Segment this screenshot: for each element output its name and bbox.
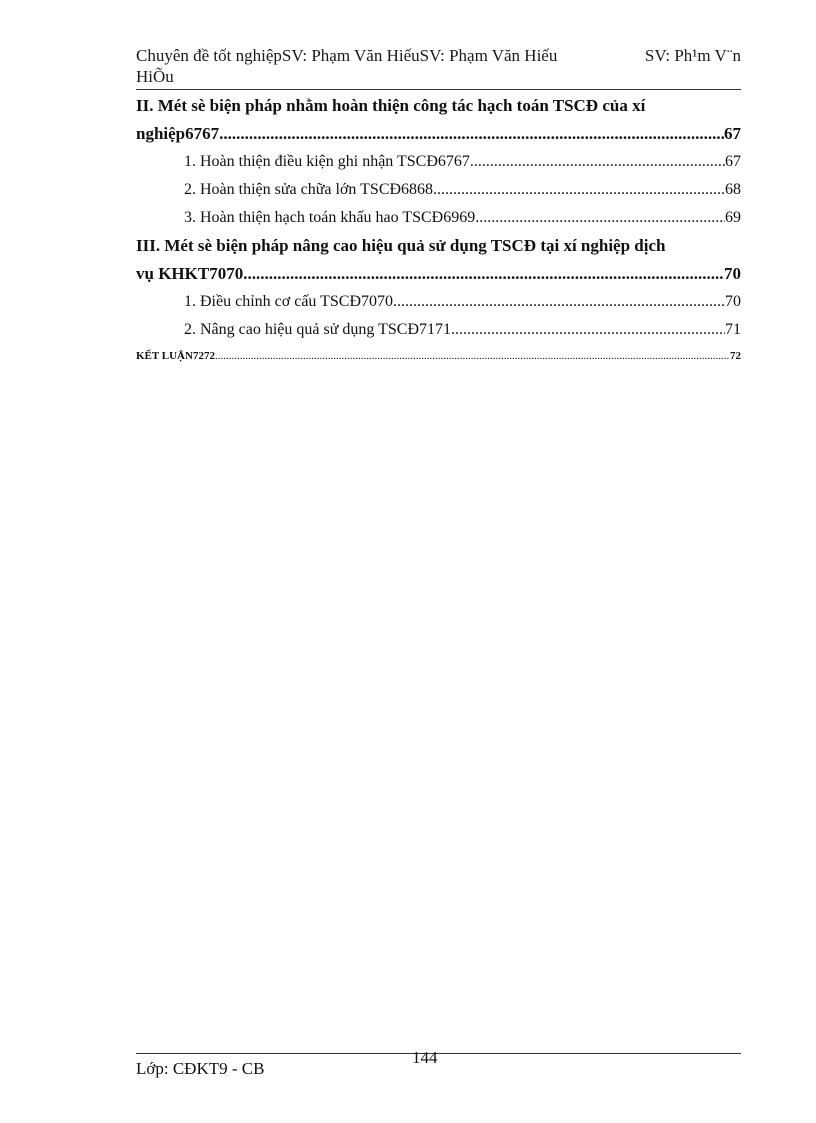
page-number: 144 xyxy=(412,1048,438,1067)
toc-item[interactable] xyxy=(136,316,741,344)
toc-page-number: 70 xyxy=(724,264,741,283)
header-line-2: HiÕu xyxy=(136,67,174,86)
toc-section-3-title: III. Mét sè biện pháp nâng cao hiệu quả sử dụng TSCĐ tại xí nghiệp dịch xyxy=(136,236,666,255)
dot-leader xyxy=(219,120,724,148)
toc-conclusion[interactable] xyxy=(136,344,741,368)
dot-leader xyxy=(475,204,725,232)
toc-section-3[interactable] xyxy=(136,232,741,288)
toc-page-number: 69 xyxy=(725,209,741,226)
header-rule xyxy=(136,89,741,90)
toc-section-2[interactable] xyxy=(136,92,741,148)
toc-conclusion-title: KẾT LUẬN7272 xyxy=(136,350,215,362)
toc-item-title: 2. Hoàn thiện sửa chữa lớn TSCĐ6868 xyxy=(184,181,434,198)
toc-item-title: 3. Hoàn thiện hạch toán khấu hao TSCĐ6969 xyxy=(184,209,476,226)
toc-item[interactable] xyxy=(136,176,741,204)
document-page xyxy=(136,0,741,1123)
toc-item[interactable] xyxy=(136,288,741,316)
toc-page-number: 67 xyxy=(724,124,741,143)
dot-leader xyxy=(215,344,730,368)
toc-item-title: 2. Nâng cao hiệu quả sử dụng TSCĐ7171 xyxy=(184,321,452,338)
toc-page-number: 71 xyxy=(725,321,741,338)
header-left-text: Chuyên đề tốt nghiệpSV: Phạm Văn HiếuSV: Phạm Văn Hiếu xyxy=(136,46,558,65)
footer-class-label: Lớp: CĐKT9 - CB xyxy=(136,1059,265,1078)
toc-item-title: 1. Điều chỉnh cơ cấu TSCĐ7070 xyxy=(184,293,394,310)
toc-section-3-line-1 xyxy=(136,232,741,260)
toc-page-number: 72 xyxy=(730,350,741,362)
header-line-1 xyxy=(136,45,741,66)
toc-page-number: 67 xyxy=(725,153,741,170)
dot-leader xyxy=(433,176,725,204)
dot-leader xyxy=(393,288,725,316)
dot-leader xyxy=(470,148,725,176)
toc-section-2-line-1 xyxy=(136,92,741,120)
running-header xyxy=(136,45,741,87)
toc-item[interactable] xyxy=(136,148,741,176)
dot-leader xyxy=(243,260,724,288)
header-right-text: SV: Ph¹m V¨n xyxy=(644,46,741,65)
toc-page-number: 70 xyxy=(725,293,741,310)
toc-section-2-title: II. Mét sè biện pháp nhằm hoàn thiện công tác hạch toán TSCĐ của xí xyxy=(136,96,646,115)
toc-section-2-title-cont: nghiệp6767 xyxy=(136,124,220,143)
footer-rule xyxy=(136,1053,741,1054)
toc-item-title: 1. Hoàn thiện điều kiện ghi nhận TSCĐ6767 xyxy=(184,153,470,170)
toc-section-2-line-2 xyxy=(136,120,741,148)
table-of-contents xyxy=(136,92,741,368)
toc-item[interactable] xyxy=(136,204,741,232)
toc-page-number: 68 xyxy=(725,181,741,198)
toc-section-3-title-cont: vụ KHKT7070 xyxy=(136,264,244,283)
toc-section-3-line-2 xyxy=(136,260,741,288)
dot-leader xyxy=(451,316,725,344)
